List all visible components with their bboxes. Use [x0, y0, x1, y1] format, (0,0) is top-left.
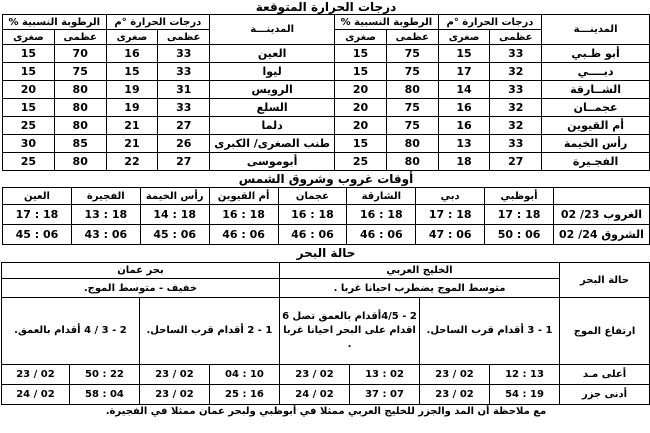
temps-row	[3, 99, 650, 117]
temps-value: 16	[106, 45, 158, 63]
temps-value: 33	[158, 45, 210, 63]
city-name: أبو ظـبي	[542, 45, 650, 63]
city-name: عجمــان	[542, 99, 650, 117]
sunrise-time: 06 : 43	[71, 225, 140, 245]
temps-value: 80	[54, 81, 106, 99]
temps-value: 26	[158, 135, 210, 153]
city-name: دلما	[210, 117, 335, 135]
sun-city: أم القيوين	[209, 188, 278, 205]
temps-value: 14	[438, 81, 490, 99]
low-tide-value: 16 : 25	[209, 385, 279, 405]
temps-value: 75	[386, 99, 438, 117]
temps-value: 16	[438, 117, 490, 135]
oman-title: بحر عمان	[1, 263, 279, 279]
low-tide-value: 02 / 24	[279, 385, 349, 405]
wave-label: ارتفاع الموج	[560, 298, 650, 365]
temps-title: درجات الحرارة المتوقعة	[255, 0, 397, 14]
temps-value: 80	[54, 153, 106, 171]
temps-value: 31	[158, 81, 210, 99]
city-name: السلع	[210, 99, 335, 117]
temps-value: 19	[106, 81, 158, 99]
high-tide-value: 02 : 13	[350, 365, 420, 385]
temps-value: 19	[106, 99, 158, 117]
temps-value: 25	[335, 153, 387, 171]
city-name: ليوا	[210, 63, 335, 81]
humidity-header: الرطوبة النسبية %	[3, 15, 107, 30]
city-name: الفجـيرة	[542, 153, 650, 171]
temps-value: 33	[158, 63, 210, 81]
low-tide-value: 07 : 37	[350, 385, 420, 405]
temps-row	[3, 153, 650, 171]
high-tide-value: 02 / 23	[279, 365, 349, 385]
min-header: صغرى	[438, 30, 490, 45]
sunset-time: 18 : 17	[416, 205, 485, 225]
high-tide-value: 02 / 23	[420, 365, 490, 385]
temps-value: 32	[490, 99, 542, 117]
gulf-wave-coast: 1 - 3 أقدام قرب الساحل.	[420, 298, 560, 365]
sunrise-time: 06 : 46	[347, 225, 416, 245]
temps-value: 17	[438, 63, 490, 81]
temps-value: 15	[3, 63, 55, 81]
sea-title: حالة البحر	[296, 246, 356, 260]
city-name: الشــارقة	[542, 81, 650, 99]
oman-wave-coast: 1 - 2 أقدام قرب الساحل.	[139, 298, 279, 365]
temps-value: 22	[106, 153, 158, 171]
temps-value: 70	[54, 45, 106, 63]
max-header: عظمى	[54, 30, 106, 45]
temps-value: 21	[106, 135, 158, 153]
low-tide-value: 02 / 24	[1, 385, 69, 405]
temps-value: 15	[335, 135, 387, 153]
city-name: دبــــي	[542, 63, 650, 81]
city-name: الرويس	[210, 81, 335, 99]
temps-value: 33	[490, 45, 542, 63]
min-header: صغرى	[3, 30, 55, 45]
low-tide-value: 02 / 23	[420, 385, 490, 405]
sun-city: عجمان	[278, 188, 347, 205]
temps-value: 27	[158, 153, 210, 171]
temps-value: 15	[3, 45, 55, 63]
sunrise-time: 06 : 45	[3, 225, 72, 245]
temps-value: 25	[3, 117, 55, 135]
sunrise-label: الشروق 24/ 02	[554, 225, 650, 245]
high-tide-value: 02 / 23	[1, 365, 69, 385]
temps-value: 15	[438, 45, 490, 63]
temps-value: 80	[54, 99, 106, 117]
temps-value: 33	[490, 81, 542, 99]
sunrise-time: 06 : 50	[485, 225, 554, 245]
high-tide-value: 13 : 12	[490, 365, 560, 385]
sunrise-time: 06 : 45	[140, 225, 209, 245]
temps-value: 80	[54, 117, 106, 135]
min-header: صغرى	[335, 30, 387, 45]
temps-value: 15	[3, 99, 55, 117]
max-header: عظمى	[158, 30, 210, 45]
oman-state: خفيف - متوسط الموج.	[1, 279, 279, 298]
sun-city: الشارقة	[347, 188, 416, 205]
temps-value: 33	[158, 99, 210, 117]
temps-value: 27	[490, 153, 542, 171]
sun-city: دبي	[416, 188, 485, 205]
high-tide-label: أعلى مـد	[560, 365, 650, 385]
high-tide-value: 02 / 23	[139, 365, 209, 385]
temps-body	[3, 45, 650, 171]
temps-value: 13	[438, 135, 490, 153]
min-header: صغرى	[106, 30, 158, 45]
sun-corner	[554, 188, 650, 205]
sun-city: الفجيرة	[71, 188, 140, 205]
temps-value: 75	[386, 45, 438, 63]
temps-value: 21	[106, 117, 158, 135]
temps-value: 18	[438, 153, 490, 171]
temp-header: درجات الحرارة °م	[438, 15, 542, 30]
temps-row	[3, 81, 650, 99]
temps-value: 25	[3, 153, 55, 171]
temps-value: 16	[438, 99, 490, 117]
sunrise-time: 06 : 47	[416, 225, 485, 245]
temps-value: 15	[335, 45, 387, 63]
sunset-time: 18 : 16	[278, 205, 347, 225]
gulf-state: متوسط الموج يضطرب احيانا غربا .	[279, 279, 559, 298]
low-tide-value: 19 : 54	[490, 385, 560, 405]
sun-city: أبوظبي	[485, 188, 554, 205]
temps-row	[3, 117, 650, 135]
sunset-label: الغروب 23/ 02	[554, 205, 650, 225]
city-name: رأس الخيمة	[542, 135, 650, 153]
high-tide-value: 10 : 04	[209, 365, 279, 385]
temp-header: درجات الحرارة °م	[106, 15, 210, 30]
temps-value: 20	[335, 99, 387, 117]
temps-value: 20	[335, 81, 387, 99]
temps-value: 75	[54, 63, 106, 81]
temps-value: 80	[386, 135, 438, 153]
city-name: العين	[210, 45, 335, 63]
sun-table	[2, 187, 650, 245]
temps-value: 80	[386, 81, 438, 99]
temps-value: 20	[335, 117, 387, 135]
temps-value: 27	[158, 117, 210, 135]
humidity-header: الرطوبة النسبية %	[335, 15, 439, 30]
max-header: عظمى	[386, 30, 438, 45]
temps-value: 15	[106, 63, 158, 81]
temps-value: 20	[3, 81, 55, 99]
sunrise-time: 06 : 46	[209, 225, 278, 245]
sunrise-time: 06 : 46	[278, 225, 347, 245]
temps-value: 80	[386, 153, 438, 171]
sun-city: رأس الخيمة	[140, 188, 209, 205]
temps-value: 32	[490, 63, 542, 81]
max-header: عظمى	[490, 30, 542, 45]
weather-report	[2, 0, 650, 433]
temps-value: 75	[386, 63, 438, 81]
sunset-time: 18 : 16	[347, 205, 416, 225]
temps-value: 75	[386, 117, 438, 135]
sunset-time: 18 : 13	[71, 205, 140, 225]
low-tide-label: أدنى جزر	[560, 385, 650, 405]
sun-title: أوقات غروب وشروق الشمس	[238, 172, 414, 186]
gulf-title: الخليج العربي	[279, 263, 559, 279]
tide-note: مع ملاحظة أن المد والجزر للخليج العربي ممثلا في أبوظبي ولبحر عمان ممثلا في الفجيرة.	[105, 406, 547, 417]
gulf-wave-deep: 2 - 4/5أقدام بالعمق تصل 6 اقدام على البحر احيانا غربا .	[279, 298, 419, 365]
city-header: المدينـــة	[542, 15, 650, 45]
sunset-time: 18 : 16	[209, 205, 278, 225]
temps-row	[3, 45, 650, 63]
high-tide-value: 22 : 50	[69, 365, 139, 385]
temps-value: 15	[335, 63, 387, 81]
temps-value: 30	[3, 135, 55, 153]
sea-table	[1, 262, 650, 405]
sea-state-label: حالة البحر	[560, 263, 650, 298]
temps-value: 32	[490, 117, 542, 135]
city-name: طنب الصغرى/ الكبرى	[210, 135, 335, 153]
temps-row	[3, 135, 650, 153]
sun-city: العين	[3, 188, 72, 205]
city-name: أبوموسى	[210, 153, 335, 171]
low-tide-value: 02 / 23	[139, 385, 209, 405]
city-header: المدينـــة	[210, 15, 335, 45]
temps-table	[2, 14, 650, 171]
sunset-time: 18 : 14	[140, 205, 209, 225]
temps-value: 33	[490, 135, 542, 153]
sunset-time: 18 : 17	[3, 205, 72, 225]
temps-value: 85	[54, 135, 106, 153]
temps-row	[3, 63, 650, 81]
oman-wave-deep: 2 - 3 / 4 أقدام بالعمق.	[1, 298, 139, 365]
city-name: أم القيوين	[542, 117, 650, 135]
sunset-time: 18 : 17	[485, 205, 554, 225]
low-tide-value: 04 : 58	[69, 385, 139, 405]
